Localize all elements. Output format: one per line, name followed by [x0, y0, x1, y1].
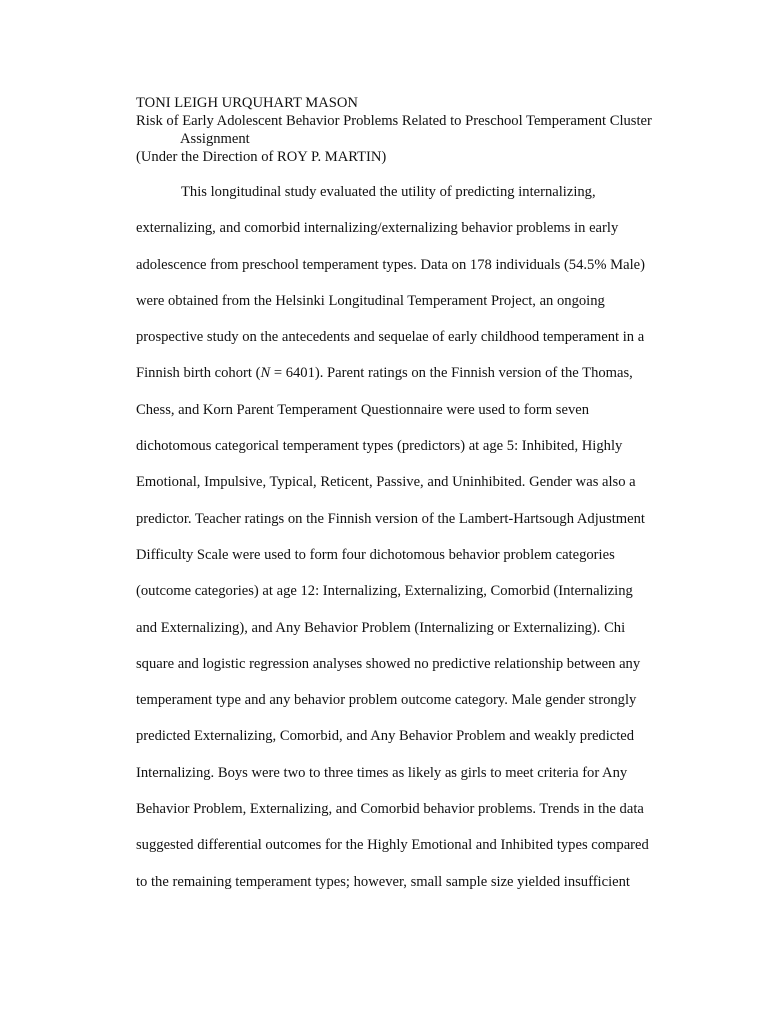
abstract-line: predicted Externalizing, Comorbid, and Any Behavior Problem and weakly predicted: [136, 728, 635, 745]
dissertation-title: Risk of Early Adolescent Behavior Problems Related to Preschool Temperament Cluster: [136, 113, 652, 129]
abstract-line: predictor. Teacher ratings on the Finnish version of the Lambert-Hartsough Adjustment: [136, 510, 645, 527]
abstract-line: externalizing, and comorbid internalizing/externalizing behavior problems in early: [136, 220, 619, 237]
abstract-line: Internalizing. Boys were two to three times as likely as girls to meet criteria for Any: [136, 764, 628, 781]
sample-size-symbol: N: [260, 365, 271, 382]
abstract-line: temperament type and any behavior problem outcome category. Male gender strongly: [136, 692, 637, 709]
dissertation-title-continuation: Assignment: [180, 131, 250, 147]
abstract-line: Chess, and Korn Parent Temperament Questionnaire were used to form seven: [136, 401, 590, 418]
abstract-body: [136, 180, 696, 906]
abstract-line: Behavior Problem, Externalizing, and Comorbid behavior problems. Trends in the data: [136, 801, 644, 818]
abstract-line: and Externalizing), and Any Behavior Problem (Internalizing or Externalizing). Chi: [136, 619, 626, 636]
abstract-line: Emotional, Impulsive, Typical, Reticent, Passive, and Uninhibited. Gender was also a: [136, 474, 636, 491]
abstract-line: were obtained from the Helsinki Longitudinal Temperament Project, an ongoing: [136, 292, 605, 309]
abstract-line: This longitudinal study evaluated the utility of predicting internalizing,: [181, 184, 596, 200]
abstract-line: [136, 361, 696, 397]
abstract-line: suggested differential outcomes for the Highly Emotional and Inhibited types compared: [136, 837, 649, 854]
abstract-line: dichotomous categorical temperament types (predictors) at age 5: Inhibited, Highly: [136, 438, 623, 455]
abstract-line-text: = 6401). Parent ratings on the Finnish version of the Thomas,: [270, 365, 633, 382]
abstract-line-text: Finnish birth cohort (: [136, 365, 261, 382]
abstract-line: square and logistic regression analyses showed no predictive relationship between any: [136, 655, 641, 672]
abstract-line: (outcome categories) at age 12: Internalizing, Externalizing, Comorbid (Internalizing: [136, 583, 633, 600]
abstract-header: [136, 94, 696, 166]
abstract-line: adolescence from preschool temperament types. Data on 178 individuals (54.5% Male): [136, 256, 645, 273]
abstract-line: to the remaining temperament types; however, small sample size yielded insufficient: [136, 873, 630, 890]
direction-note: (Under the Direction of ROY P. MARTIN): [136, 149, 387, 165]
abstract-line: prospective study on the antecedents and sequelae of early childhood temperament in a: [136, 329, 645, 346]
author-name: TONI LEIGH URQUHART MASON: [136, 95, 358, 111]
abstract-line: Difficulty Scale were used to form four dichotomous behavior problem categories: [136, 546, 615, 563]
